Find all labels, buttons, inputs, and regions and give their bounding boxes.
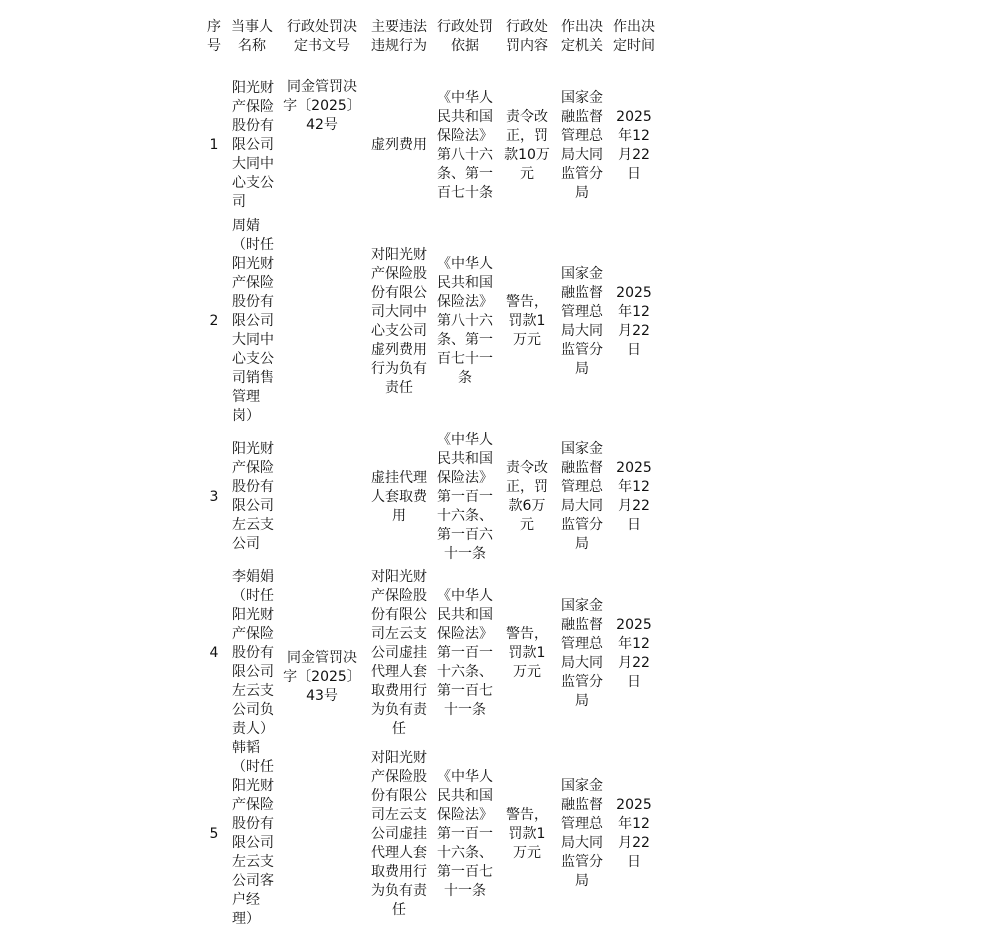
header-row <box>202 14 660 74</box>
row-penalty-content: 责令改正，罚款10万元 <box>504 108 550 182</box>
row-legal-basis: 《中华人民共和国保险法》第八十六条、第一百七十一条 <box>437 256 493 386</box>
row-penalty-content: 警告，罚款1万元 <box>506 294 548 348</box>
row-seq: 3 <box>209 488 219 505</box>
table-row <box>202 568 660 739</box>
row-decision-number: 同金管罚决字〔2025〕43号 <box>283 650 361 704</box>
row-violation: 虚列费用 <box>371 137 427 153</box>
row-decision-number: 同金管罚决字〔2025〕42号 <box>283 79 361 133</box>
row-party: 阳光财产保险股份有限公司大同中心支公司 <box>232 80 274 210</box>
row-penalty-content: 责令改正，罚款6万元 <box>506 460 548 533</box>
row-party: 韩韬（时任阳光财产保险股份有限公司左云支公司客户经理） <box>232 740 274 927</box>
row-party: 李娟娟（时任阳光财产保险股份有限公司左云支公司负责人） <box>232 569 274 737</box>
row-decision-date: 2025年12月22日 <box>616 108 652 182</box>
row-party: 阳光财产保险股份有限公司左云支公司 <box>232 441 274 552</box>
row-seq: 4 <box>209 645 219 661</box>
header-legal-basis: 行政处罚依据 <box>437 19 493 54</box>
row-violation: 对阳光财产保险股份有限公司大同中心支公司虚列费用行为负有责任 <box>371 246 427 396</box>
table-row <box>202 74 660 217</box>
header-authority: 作出决定机关 <box>561 19 603 54</box>
row-violation: 虚挂代理人套取费用 <box>371 469 427 524</box>
row-party: 周婧（时任阳光财产保险股份有限公司大同中心支公司销售管理岗） <box>232 218 274 424</box>
row-seq: 1 <box>209 137 219 153</box>
row-seq: 5 <box>209 825 219 842</box>
table-row <box>202 739 660 929</box>
row-violation: 对阳光财产保险股份有限公司左云支公司虚挂代理人套取费用行为负有责任 <box>371 569 427 737</box>
row-legal-basis: 《中华人民共和国保险法》第一百一十六条、第一百七十一条 <box>437 588 493 718</box>
row-decision-date: 2025年12月22日 <box>616 616 652 690</box>
row-authority: 国家金融监督管理总局大同监管分局 <box>561 778 603 889</box>
row-penalty-content: 警告，罚款1万元 <box>506 626 548 680</box>
header-party: 当事人名称 <box>231 19 273 54</box>
penalty-table <box>202 14 660 929</box>
header-penalty-content: 行政处罚内容 <box>506 19 548 54</box>
table-header <box>202 14 660 74</box>
row-violation: 对阳光财产保险股份有限公司左云支公司虚挂代理人套取费用行为负有责任 <box>371 749 427 918</box>
row-authority: 国家金融监督管理总局大同监管分局 <box>561 89 603 201</box>
row-legal-basis: 《中华人民共和国保险法》第一百一十六条、第一百七十一条 <box>437 768 493 899</box>
row-authority: 国家金融监督管理总局大同监管分局 <box>561 441 603 552</box>
table-body <box>202 74 660 929</box>
row-seq: 2 <box>209 313 219 329</box>
header-violation: 主要违法违规行为 <box>371 19 427 54</box>
header-seq: 序号 <box>207 19 221 54</box>
row-legal-basis: 《中华人民共和国保险法》第一百一十六条、第一百六十一条 <box>437 431 493 562</box>
row-decision-date: 2025年12月22日 <box>616 460 652 533</box>
row-authority: 国家金融监督管理总局大同监管分局 <box>561 597 603 709</box>
row-decision-date: 2025年12月22日 <box>616 284 652 358</box>
row-decision-date: 2025年12月22日 <box>616 797 652 870</box>
header-decision-date: 作出决定时间 <box>613 19 655 54</box>
table-row <box>202 217 660 426</box>
row-legal-basis: 《中华人民共和国保险法》第八十六条、第一百七十条 <box>437 89 493 201</box>
row-authority: 国家金融监督管理总局大同监管分局 <box>561 265 603 377</box>
header-decision-number: 行政处罚决定书文号 <box>287 19 357 54</box>
row-penalty-content: 警告，罚款1万元 <box>506 806 548 861</box>
table-row <box>202 426 660 568</box>
